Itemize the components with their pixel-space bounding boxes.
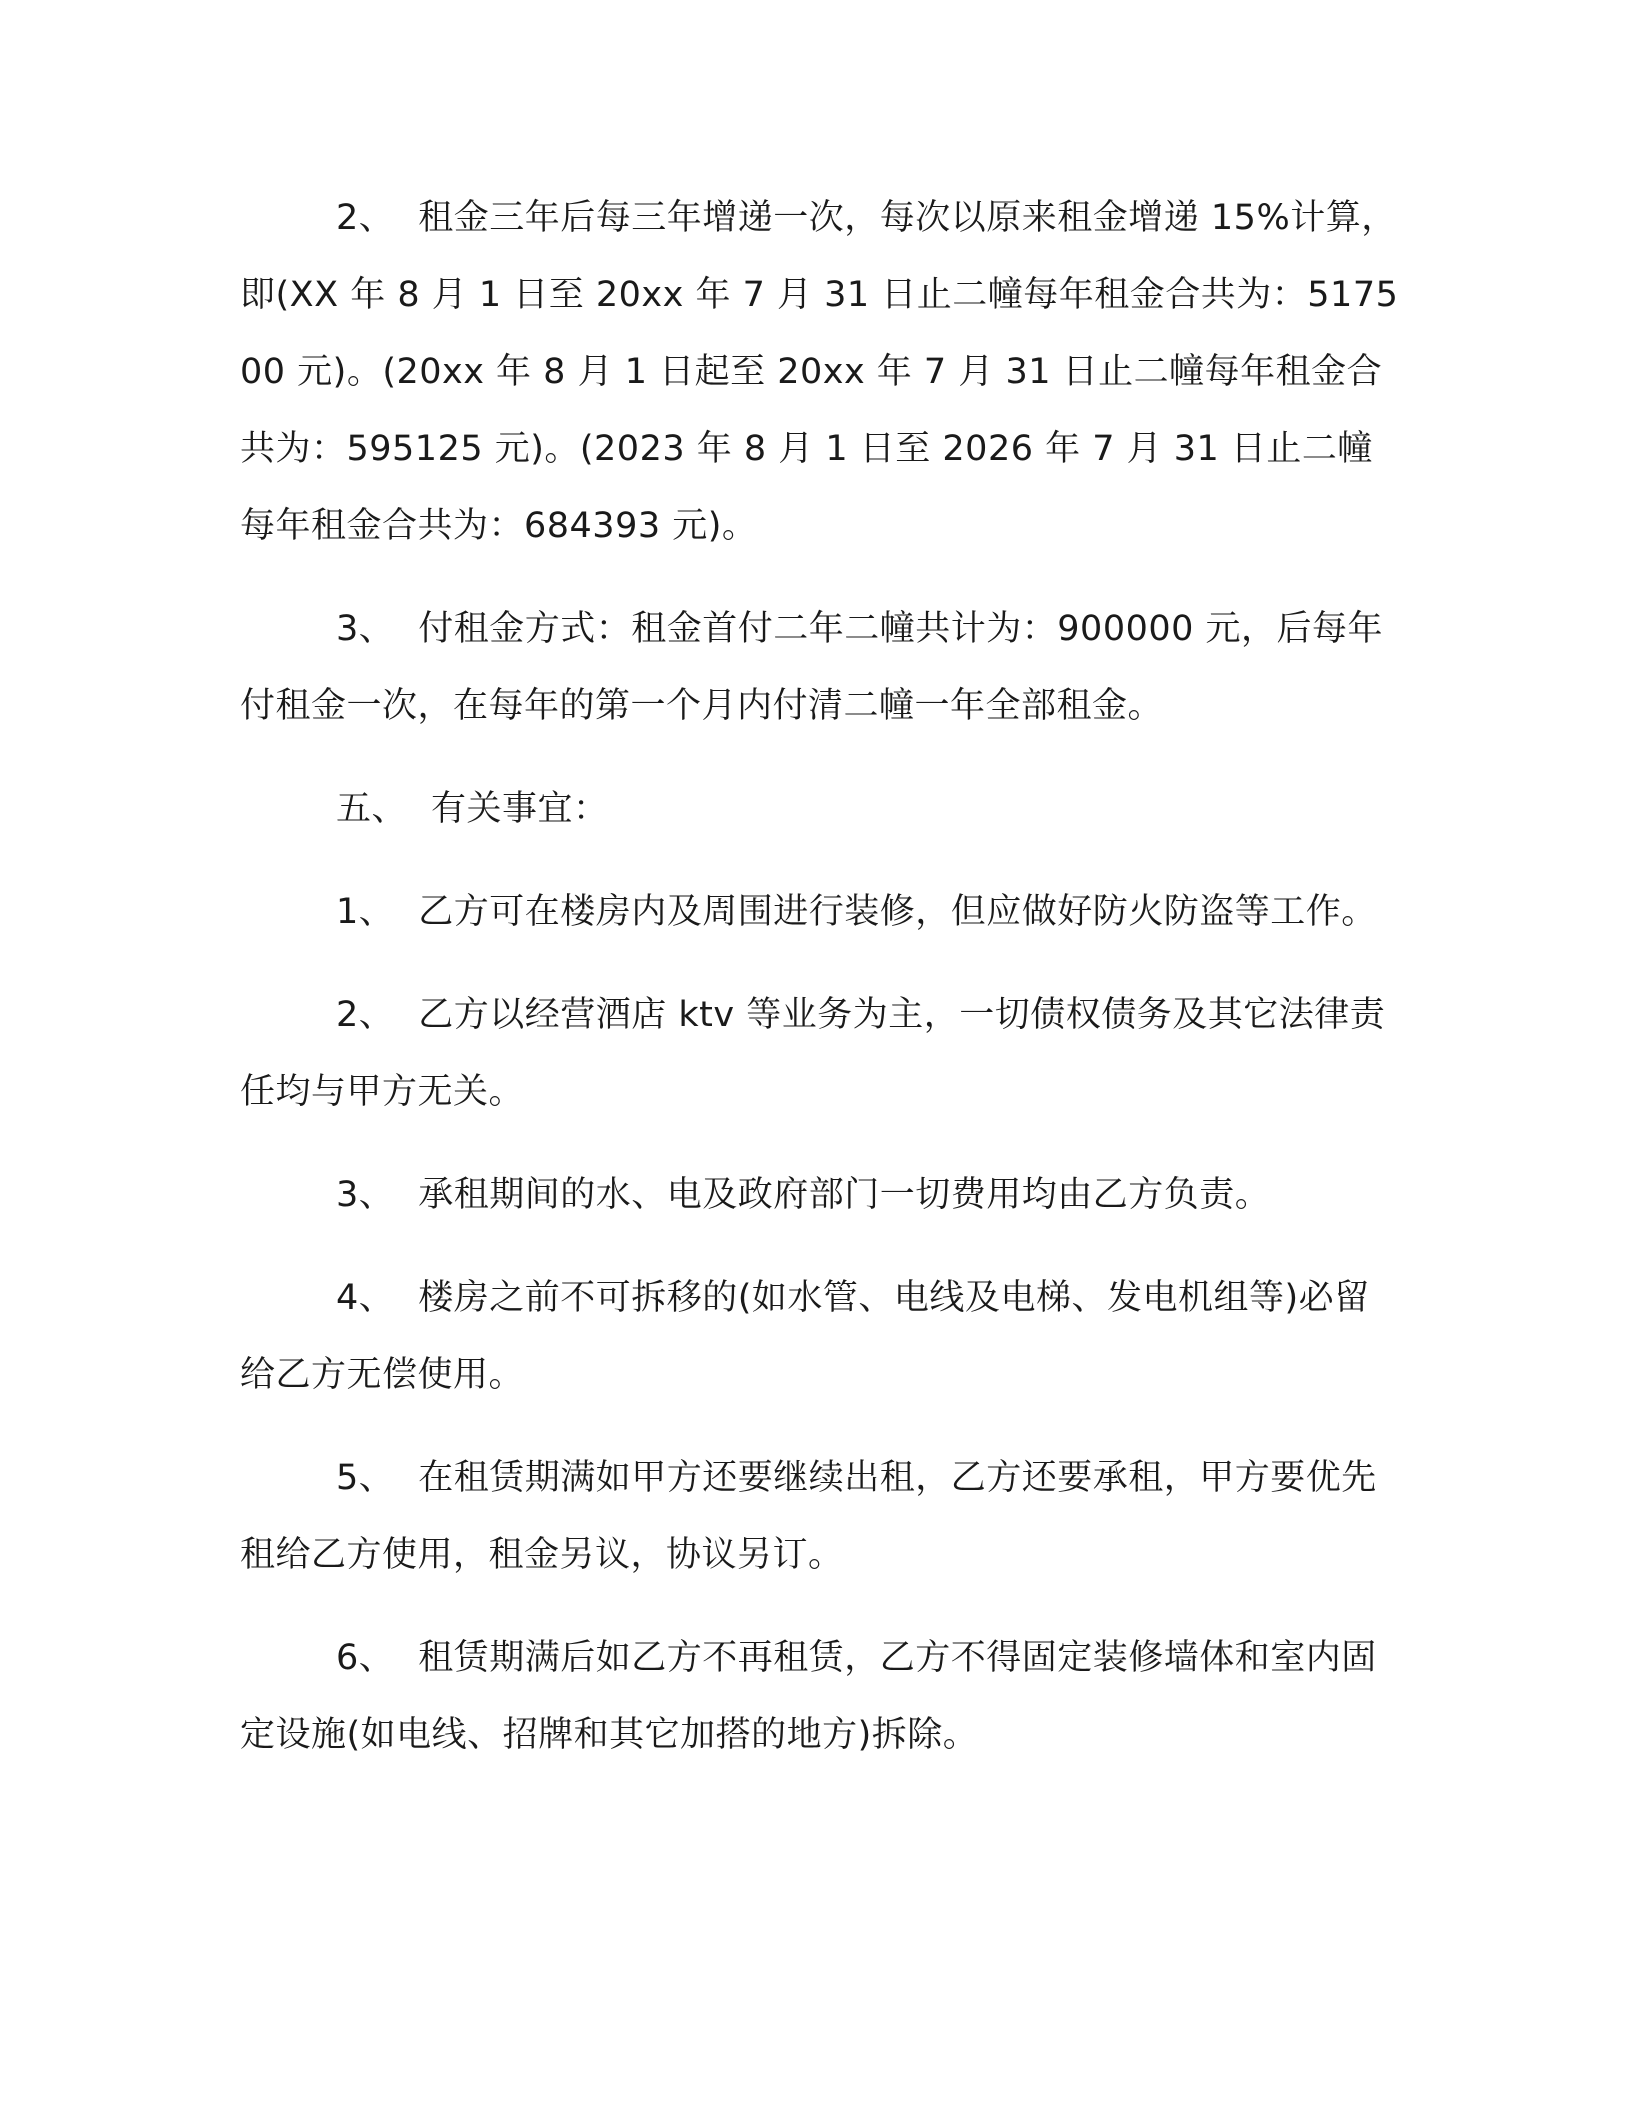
paragraph-text: 付租金方式：租金首付二年二幢共计为：900000 元，后每年付租金一次，在每年的第一个月内付清二幢一年全部租金。 [240, 609, 1384, 726]
paragraph-renovation [240, 874, 1405, 951]
paragraph-number: 4、 [336, 1278, 395, 1318]
paragraph-utility-fees [240, 1157, 1405, 1234]
paragraph-text: 租金三年后每三年增递一次，每次以原来租金增递 15%计算，即(XX 年 8 月 1 日至 20xx 年 7 月 31 日止二幢每年租金合共为：517500 元)。(20xx 年 8 月 1 日起至 20xx 年 7 月 31 日止二幢每年租金合共为：595125 元)。(2023 年 8 月 1 日至 2026 年 7 月 31 日止二幢每年租金合共为：684393 元)。 [240, 198, 1399, 546]
paragraph-number: 5、 [336, 1458, 395, 1498]
document-body [240, 180, 1405, 1800]
paragraph-text: 乙方可在楼房内及周围进行装修，但应做好防火防盗等工作。 [418, 892, 1377, 932]
section-title: 有关事宜： [431, 789, 609, 829]
paragraph-payment-method [240, 591, 1405, 745]
paragraph-text: 租赁期满后如乙方不再租赁，乙方不得固定装修墙体和室内固定设施(如电线、招牌和其它加搭的地方)拆除。 [240, 1638, 1377, 1755]
paragraph-number: 6、 [336, 1638, 395, 1678]
paragraph-number: 3、 [336, 1175, 395, 1215]
paragraph-number: 3、 [336, 609, 395, 649]
paragraph-number: 2、 [336, 995, 395, 1035]
paragraph-text: 在租赁期满如甲方还要继续出租，乙方还要承租，甲方要优先租给乙方使用，租金另议，协议另订。 [240, 1458, 1377, 1575]
paragraph-number: 1、 [336, 892, 395, 932]
paragraph-number: 2、 [336, 198, 395, 238]
paragraph-lease-renewal [240, 1440, 1405, 1594]
paragraph-fixtures [240, 1260, 1405, 1414]
paragraph-text: 承租期间的水、电及政府部门一切费用均由乙方负责。 [418, 1175, 1271, 1215]
paragraph-rent-increase [240, 180, 1405, 565]
paragraph-lease-end [240, 1620, 1405, 1774]
paragraph-text: 乙方以经营酒店 ktv 等业务为主，一切债权债务及其它法律责任均与甲方无关。 [240, 995, 1386, 1112]
section-heading-related-matters [240, 771, 1405, 848]
paragraph-business-scope [240, 977, 1405, 1131]
paragraph-text: 楼房之前不可拆移的(如水管、电线及电梯、发电机组等)必留给乙方无偿使用。 [240, 1278, 1370, 1395]
section-number: 五、 [336, 789, 408, 829]
